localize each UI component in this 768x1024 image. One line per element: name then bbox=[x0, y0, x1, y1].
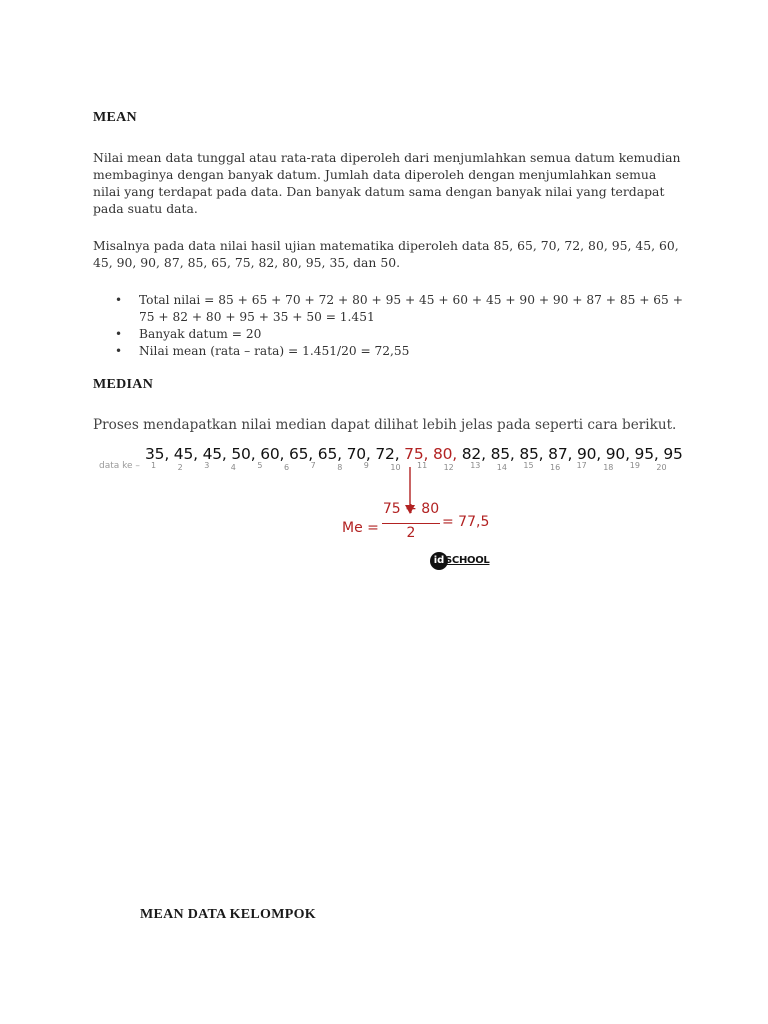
data-value: 90, bbox=[576, 445, 602, 463]
data-index: 5 bbox=[257, 461, 263, 470]
formula-result: = 77,5 bbox=[442, 514, 490, 530]
data-index: 16 bbox=[550, 463, 561, 472]
bullet-text-line: Total nilai = 85 + 65 + 70 + 72 + 80 + 95 + 45 + 60 + 45 + 90 + 90 + 87 + 85 + 65 + bbox=[139, 293, 683, 307]
bullet-icon: • bbox=[115, 293, 123, 307]
median-illustration bbox=[96, 445, 686, 575]
list-item bbox=[93, 343, 733, 360]
logo-badge: id bbox=[430, 552, 448, 570]
idschool-logo bbox=[430, 552, 490, 570]
data-value: 80, bbox=[432, 445, 458, 463]
mean-paragraph-2 bbox=[93, 237, 713, 271]
data-index: 17 bbox=[576, 461, 587, 470]
bullet-text-line: 75 + 82 + 80 + 95 + 35 + 50 = 1.451 bbox=[139, 310, 375, 324]
data-value: 75, bbox=[404, 445, 429, 463]
data-index: 8 bbox=[337, 463, 343, 472]
data-value: 72, bbox=[375, 445, 400, 463]
mean-bullet-list bbox=[93, 292, 733, 360]
data-index: 14 bbox=[496, 463, 507, 472]
data-value: 70, bbox=[346, 445, 371, 463]
data-index: 10 bbox=[390, 463, 401, 472]
data-index-label: data ke – bbox=[99, 461, 140, 471]
bullet-icon: • bbox=[115, 327, 123, 341]
data-index: 15 bbox=[523, 461, 534, 470]
data-index: 12 bbox=[443, 463, 454, 472]
data-index: 9 bbox=[363, 461, 369, 470]
data-index: 2 bbox=[177, 463, 183, 472]
data-value: 85, bbox=[519, 445, 544, 463]
data-index: 13 bbox=[470, 461, 481, 470]
bullet-text-line: Banyak datum = 20 bbox=[139, 327, 262, 341]
mean-heading: MEAN bbox=[93, 110, 137, 125]
data-value: 95 bbox=[663, 445, 683, 463]
data-index: 3 bbox=[204, 461, 210, 470]
data-value: 60, bbox=[260, 445, 285, 463]
data-value: 65, bbox=[317, 445, 342, 463]
data-index: 11 bbox=[417, 461, 428, 470]
mean-paragraph-1 bbox=[93, 149, 713, 217]
data-index: 6 bbox=[284, 463, 290, 472]
data-value: 45, bbox=[202, 445, 227, 463]
median-intro: Proses mendapatkan nilai median dapat dilihat lebih jelas pada seperti cara berikut. bbox=[93, 417, 677, 433]
formula-numerator: 75 + 80 bbox=[382, 501, 440, 517]
data-value: 65, bbox=[288, 445, 314, 463]
data-index: 1 bbox=[151, 461, 157, 470]
data-index: 18 bbox=[603, 463, 614, 472]
data-index: 7 bbox=[310, 461, 316, 470]
paragraph-line: pada suatu data. bbox=[93, 201, 198, 216]
median-heading: MEDIAN bbox=[93, 377, 154, 392]
paragraph-line: membaginya dengan banyak datum. Jumlah data diperoleh dengan menjumlahkan semua bbox=[93, 167, 657, 182]
bullet-text-line: Nilai mean (rata – rata) = 1.451/20 = 72,55 bbox=[139, 344, 410, 358]
data-value: 87, bbox=[548, 445, 573, 463]
paragraph-line: 45, 90, 90, 87, 85, 65, 75, 82, 80, 95, 35, dan 50. bbox=[93, 255, 401, 270]
formula-lhs: Me = bbox=[342, 520, 379, 536]
logo-text: SCHOOL bbox=[445, 555, 490, 566]
bullet-icon: • bbox=[115, 344, 123, 358]
data-value: 50, bbox=[231, 445, 256, 463]
data-value: 85, bbox=[490, 445, 515, 463]
data-value: 35, bbox=[145, 445, 170, 463]
data-value: 45, bbox=[173, 445, 198, 463]
median-formula bbox=[340, 501, 540, 541]
data-value: 82, bbox=[461, 445, 486, 463]
paragraph-line: nilai yang terdapat pada data. Dan banyak datum sama dengan banyak nilai yang terdapat bbox=[93, 184, 665, 199]
list-item bbox=[93, 326, 733, 343]
data-index: 19 bbox=[629, 461, 640, 470]
data-index: 20 bbox=[656, 463, 667, 472]
data-value: 95, bbox=[634, 445, 659, 463]
paragraph-line: Nilai mean data tunggal atau rata-rata diperoleh dari menjumlahkan semua datum kemudian bbox=[93, 150, 681, 165]
data-value: 90, bbox=[605, 445, 630, 463]
paragraph-line: Misalnya pada data nilai hasil ujian matematika diperoleh data 85, 65, 70, 72, 80, 95, 45, 60, bbox=[93, 238, 679, 253]
list-item bbox=[93, 292, 733, 326]
fraction-bar bbox=[382, 523, 440, 524]
data-index: 4 bbox=[230, 463, 236, 472]
formula-denominator: 2 bbox=[406, 525, 416, 541]
mean-kelompok-heading: MEAN DATA KELOMPOK bbox=[140, 907, 316, 922]
